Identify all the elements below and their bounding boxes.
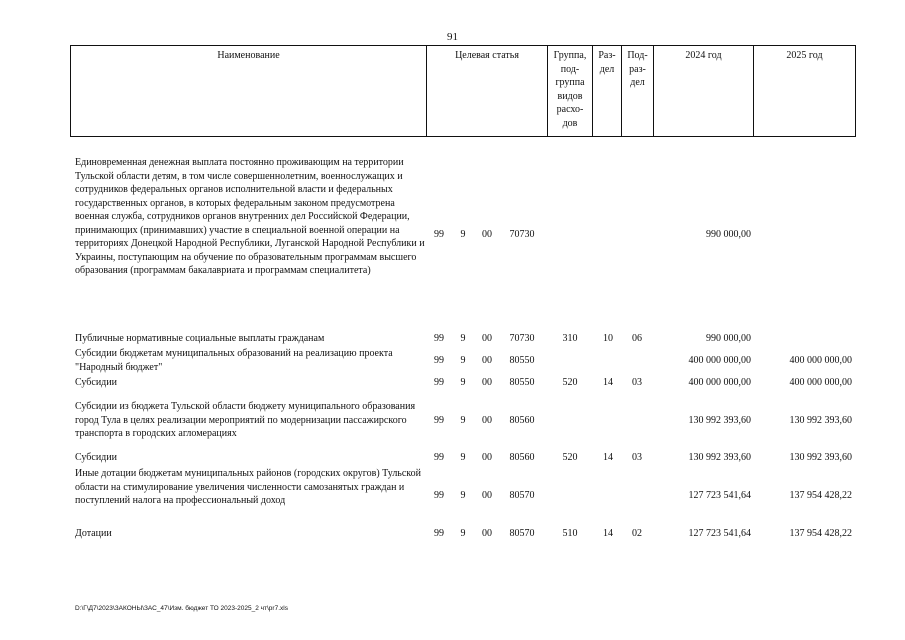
amount-2025: 400 000 000,00	[789, 377, 852, 388]
target-code-main: 00	[482, 415, 492, 426]
target-code-subprogram: 9	[460, 415, 466, 426]
subsection-code: 03	[632, 377, 642, 388]
row-name: Субсидии из бюджета Тульской области бюджету муниципального образования город Тула в целях реализации мероприятий по модернизации пассажирского транспорта в городских агломерациях	[75, 401, 416, 439]
target-code-program: 99	[434, 377, 444, 388]
target-code-main: 00	[482, 490, 492, 501]
header-name: Наименование	[71, 46, 427, 137]
row-name: Публичные нормативные социальные выплаты гражданам	[75, 333, 325, 344]
target-code-main: 00	[482, 229, 492, 240]
target-code-program: 99	[434, 528, 444, 539]
amount-2024: 400 000 000,00	[688, 377, 751, 388]
target-code-subprogram: 9	[460, 333, 466, 344]
subsection-code: 02	[632, 528, 642, 539]
row-name: Единовременная денежная выплата постоянно проживающим на территории Тульской области детям, в том числе совершеннолетним, военнослужащих и сотрудников федеральных органов исполнительной власти и федеральных государственных органов, в которых федеральным законом предусмотрена военная служба, сотрудников органов внутренних дел Российской Федерации, принимающих (принимавших) участие в специальной военной операции на территориях Донецкой Народной Республики, Луганской Народной Республики и Украины, поступающим на обучение по образовательным программам высшего образования (программам бакалавриата и программам специалитета)	[75, 157, 425, 276]
target-code-subprogram: 9	[460, 490, 466, 501]
target-code-direction: 80560	[509, 415, 535, 426]
subsection-code: 03	[632, 452, 642, 463]
expense-group: 510	[562, 528, 578, 539]
header-subsection: Под- раз- дел	[622, 46, 654, 137]
header-2024: 2024 год	[654, 46, 754, 137]
row-name: Субсидии бюджетам муниципальных образований на реализацию проекта "Народный бюджет"	[75, 348, 393, 373]
amount-2024: 990 000,00	[706, 333, 751, 344]
row-name: Иные дотации бюджетам муниципальных районов (городских округов) Тульской области на стимулирование увеличения численности самозанятых граждан и поступлений налога на профессиональный доход	[75, 468, 422, 506]
section-code: 10	[603, 333, 613, 344]
target-code-direction: 70730	[509, 333, 535, 344]
amount-2024: 130 992 393,60	[688, 415, 751, 426]
amount-2024: 127 723 541,64	[688, 528, 751, 539]
amount-2025: 130 992 393,60	[789, 452, 852, 463]
target-code-direction: 80560	[509, 452, 535, 463]
amount-2024: 990 000,00	[706, 229, 751, 240]
amount-2024: 127 723 541,64	[688, 490, 751, 501]
target-code-subprogram: 9	[460, 528, 466, 539]
target-code-subprogram: 9	[460, 355, 466, 366]
target-code-direction: 70730	[509, 229, 535, 240]
row-name: Субсидии	[75, 377, 117, 388]
target-code-program: 99	[434, 490, 444, 501]
target-code-main: 00	[482, 528, 492, 539]
target-code-main: 00	[482, 355, 492, 366]
target-code-main: 00	[482, 333, 492, 344]
target-code-program: 99	[434, 333, 444, 344]
target-code-program: 99	[434, 415, 444, 426]
table-header	[70, 45, 856, 137]
expense-group: 520	[562, 452, 578, 463]
section-code: 14	[603, 377, 613, 388]
target-code-main: 00	[482, 452, 492, 463]
target-code-subprogram: 9	[460, 229, 466, 240]
expense-group: 310	[562, 333, 578, 344]
target-code-subprogram: 9	[460, 377, 466, 388]
amount-2025: 137 954 428,22	[789, 528, 852, 539]
target-code-direction: 80570	[509, 528, 535, 539]
header-group: Группа, под- группа видов расхо- дов	[548, 46, 593, 137]
amount-2025: 400 000 000,00	[789, 355, 852, 366]
target-code-program: 99	[434, 355, 444, 366]
target-code-subprogram: 9	[460, 452, 466, 463]
subsection-code: 06	[632, 333, 642, 344]
target-code-direction: 80550	[509, 355, 535, 366]
file-path-footer: D:\Г\Д7\2023\ЗАКОНЫ\ЗАС_47\Изм. бюджет ТО 2023-2025_2 чт\pr7.xls	[75, 605, 288, 612]
page-number: 91	[447, 31, 458, 43]
header-target-article: Целевая статья	[427, 46, 548, 137]
section-code: 14	[603, 528, 613, 539]
target-code-main: 00	[482, 377, 492, 388]
amount-2025: 130 992 393,60	[789, 415, 852, 426]
target-code-direction: 80570	[509, 490, 535, 501]
target-code-program: 99	[434, 452, 444, 463]
section-code: 14	[603, 452, 613, 463]
expense-group: 520	[562, 377, 578, 388]
amount-2025: 137 954 428,22	[789, 490, 852, 501]
header-2025: 2025 год	[754, 46, 856, 137]
amount-2024: 400 000 000,00	[688, 355, 751, 366]
row-name: Субсидии	[75, 452, 117, 463]
amount-2024: 130 992 393,60	[688, 452, 751, 463]
row-name: Дотации	[75, 528, 112, 539]
target-code-program: 99	[434, 229, 444, 240]
header-section: Раз- дел	[593, 46, 622, 137]
target-code-direction: 80550	[509, 377, 535, 388]
